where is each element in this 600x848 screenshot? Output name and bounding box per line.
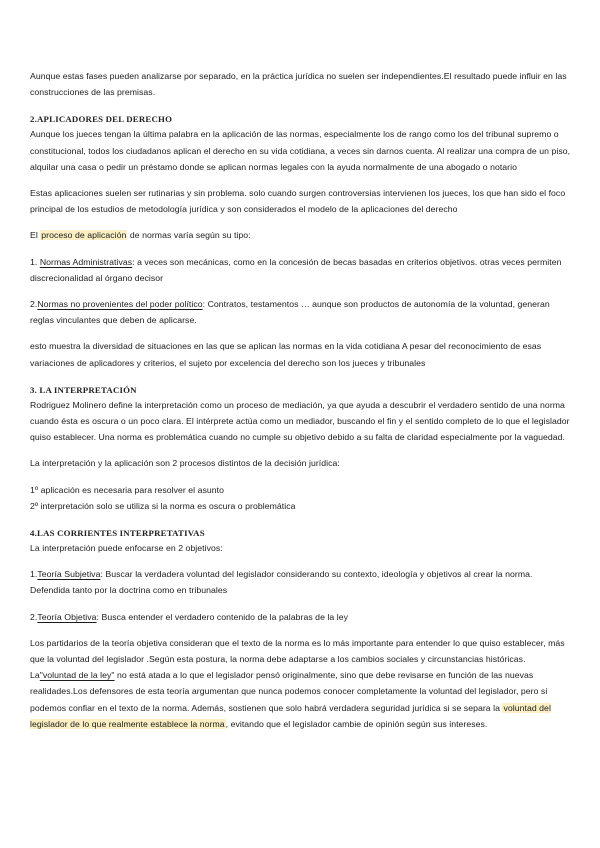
document-body: [30, 68, 572, 732]
paragraph-aplicaciones: Estas aplicaciones suelen ser rutinarias y sin problema. solo cuando surgen controversias intervienen los jueces, los que han sido el foco principal de los estudios de metodología jurídica y son considerados el modelo de la aplicaciones del derecho: [30, 188, 566, 215]
list-item-teoria-subjetiva: [30, 566, 572, 598]
item-number: 1.: [30, 569, 38, 580]
list-item-aplicacion: 1º aplicación es necesaria para resolver el asunto: [30, 484, 225, 495]
paragraph-proceso: [30, 227, 572, 243]
item-number: 2.: [30, 299, 38, 310]
item-text: : Busca entender el verdadero contenido de la palabras de la ley: [96, 611, 348, 622]
text: de normas varía según su tipo:: [127, 230, 251, 241]
paragraph-procesos: La interpretación y la aplicación son 2 procesos distintos de la decisión jurídica:: [30, 458, 340, 469]
paragraph-interpretacion: Rodriguez Molinero define la interpretación como un proceso de mediación, ya que ayuda a descubrir el verdadero sentido de una norma cuando ésta es oscura o un poco clara. El intérprete actúa como un mediador, buscando el fin y el sentido completo de lo que el legislador quiso establecer. Una norma es problemática cuando no cumple su objetivo debido a su falta de claridad especialmente por la vaguedad.: [30, 399, 570, 443]
list-item-teoria-objetiva: [30, 609, 572, 625]
paragraph-intro: Aunque estas fases pueden analizarse por separado, en la práctica jurídica no suelen ser independientes.El resultado puede influir en las construcciones de las premisas.: [30, 71, 567, 98]
item-label: Teoría Subjetiva: [37, 569, 101, 580]
heading-aplicadores: 2.APLICADORES DEL DERECHO: [30, 114, 173, 125]
heading-corrientes: 4.LAS CORRIENTES INTERPRETATIVAS: [30, 528, 205, 539]
highlight-proceso: proceso de aplicación: [41, 230, 127, 241]
item-text: : a veces son mecánicas, como en la concesión de becas basadas en criterios objetivos. otras veces permiten discrecionalidad al órgano decisor: [30, 256, 562, 283]
list-item-interpretacion: 2º interpretación solo se utiliza si la norma es oscura o problemática: [30, 500, 296, 511]
item-text: : Contratos, testamentos … aunque son productos de autonomía de la voluntad, generan reglas vinculantes que deben de aplicarse.: [30, 299, 550, 326]
item-text: : Buscar la verdadera voluntad del legislador considerando su contexto, ideología y objetivos al crear la norma. Defendida tanto por la doctrina como en tribunales: [30, 569, 533, 596]
item-label: Normas no provenientes del poder político: [37, 299, 203, 310]
text: Los partidarios de la teoría objetiva consideran que el texto de la norma es lo más importante para entender lo que quiso establecer, más que la voluntad del legislador .Según esta postura, la norma debe adaptarse a los cambios sociales y circunstancias históricas. La: [30, 637, 565, 681]
item-number: 1.: [30, 256, 40, 267]
item-number: 2.: [30, 611, 38, 622]
highlight-voluntad-legislador: voluntad del legislador de lo que realmente establece la norma: [30, 702, 551, 729]
paragraph-corrientes: La interpretación puede enfocarse en 2 objetivos:: [30, 543, 223, 554]
underlined-voluntad-ley: "voluntad de la ley": [39, 670, 115, 681]
heading-interpretacion: 3. LA INTERPRETACIÓN: [30, 384, 137, 395]
text: , evitando que el legislador cambie de opinión según sus intereses.: [225, 718, 488, 729]
list-item-normas-administrativas: [30, 254, 572, 286]
item-label: Normas Administrativas: [39, 256, 133, 267]
paragraph-aplicadores: Aunque los jueces tengan la última palabra en la aplicación de las normas, especialmente los de rango como los del tribunal supremo o constitucional, todos los ciudadanos aplican el derecho en su vida cotidiana, a veces sin darnos cuenta. Al realizar una compra de un piso, alquilar una casa o pedir un préstamo donde se aplican normas legales con la ayuda normalmente de una abogado o notario: [30, 129, 571, 172]
text: El: [30, 230, 41, 241]
text: no está atada a lo que el legislador pensó originalmente, sino que debe revisarse en función de las nuevas realidades.Los defensores de esta teoría argumentan que nunca podemos conocer completamente la voluntad del legislador, pero si podemos confiar en el texto de la norma. Además, sostienen que solo habrá verdadera seguridad jurídica si se separa la: [30, 670, 548, 713]
list-item-normas-no-politico: [30, 296, 572, 328]
paragraph-teoria-objetiva: [30, 635, 572, 732]
item-label: Teoría Objetiva: [37, 611, 97, 622]
paragraph-diversidad: esto muestra la diversidad de situaciones en las que se aplican las normas en la vida cotidiana A pesar del reconocimiento de esas variaciones de aplicadores y criterios, el sujeto por excelencia del derecho son los jueces y tribunales: [30, 341, 542, 368]
